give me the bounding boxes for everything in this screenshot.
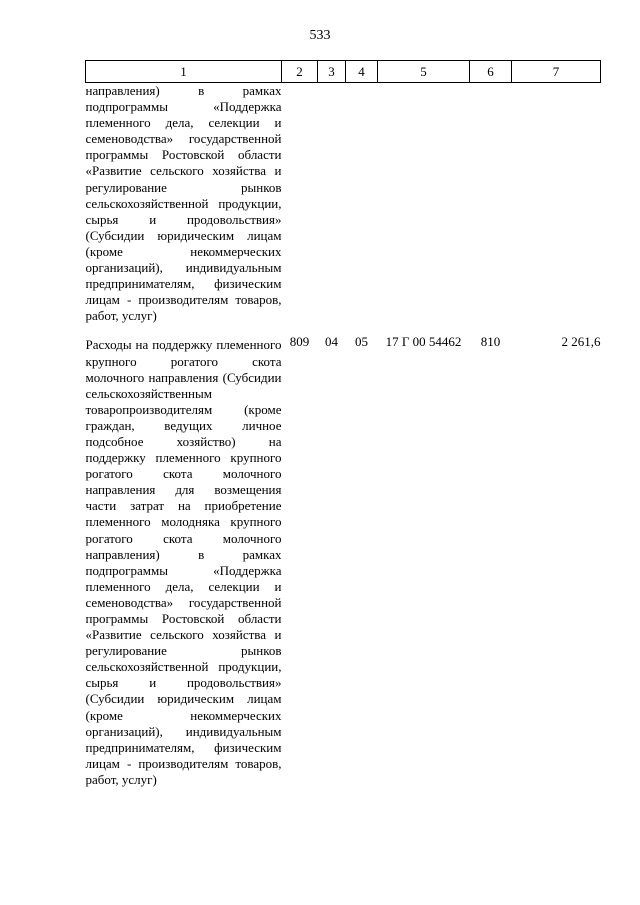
table-row: [86, 83, 601, 335]
header-col-7: 7: [512, 61, 601, 83]
row-col-4: [346, 83, 378, 335]
header-row: [86, 61, 601, 83]
row-col-2: 809: [289, 334, 310, 350]
row-col-5: 17 Г 00 54462: [385, 334, 462, 350]
row-col-3: 04: [325, 334, 338, 350]
header-col-3: 3: [318, 61, 346, 83]
header-col-4: 4: [346, 61, 378, 83]
header-col-6: 6: [470, 61, 512, 83]
row-col-7: [512, 83, 601, 335]
row-col-4: 05: [355, 334, 368, 350]
budget-table: [85, 60, 601, 788]
header-col-2: 2: [282, 61, 318, 83]
header-col-1: 1: [86, 61, 282, 83]
row-col-3: [318, 83, 346, 335]
row-col-6: [470, 83, 512, 335]
row-description: Расходы на поддержку племенного крупного рогатого скота молочного направления (Субсидии сельскохозяйственным товаропроизводителям (кроме граждан, ведущих личное подсобное хозяйство) на поддержку племенного крупного рогатого скота молочного направления для возмещения части затрат на приобретение племенного молодняка крупного рогатого скота молочного направления) в рамках подпрограммы «Поддержка племенного дела, селекции и семеноводства» государственной программы Ростовской области «Развитие сельского хозяйства и регулирование рынков сельскохозяйственной продукции, сырья и продовольствия» (Субсидии юридическим лицам (кроме некоммерческих организаций), индивидуальным предпринимателям, физическим лицам - производителям товаров, работ, услуг): [85, 337, 282, 787]
row-col-6: 810: [480, 334, 501, 350]
header-col-5: 5: [378, 61, 470, 83]
row-col-2: [282, 83, 318, 335]
row-col-5: [378, 83, 470, 335]
row-description: направления) в рамках подпрограммы «Поддержка племенного дела, селекции и семеноводства» государственной программы Ростовской области «Развитие сельского хозяйства и регулирование рынков сельскохозяйственной продукции, сырья и продовольствия» (Субсидии юридическим лицам (кроме некоммерческих организаций), индивидуальным предпринимателям, физическим лицам - производителям товаров, работ, услуг): [85, 83, 282, 324]
table-row: [86, 334, 601, 788]
row-col-7: 2 261,6: [561, 334, 601, 350]
page-number: 533: [309, 28, 331, 43]
